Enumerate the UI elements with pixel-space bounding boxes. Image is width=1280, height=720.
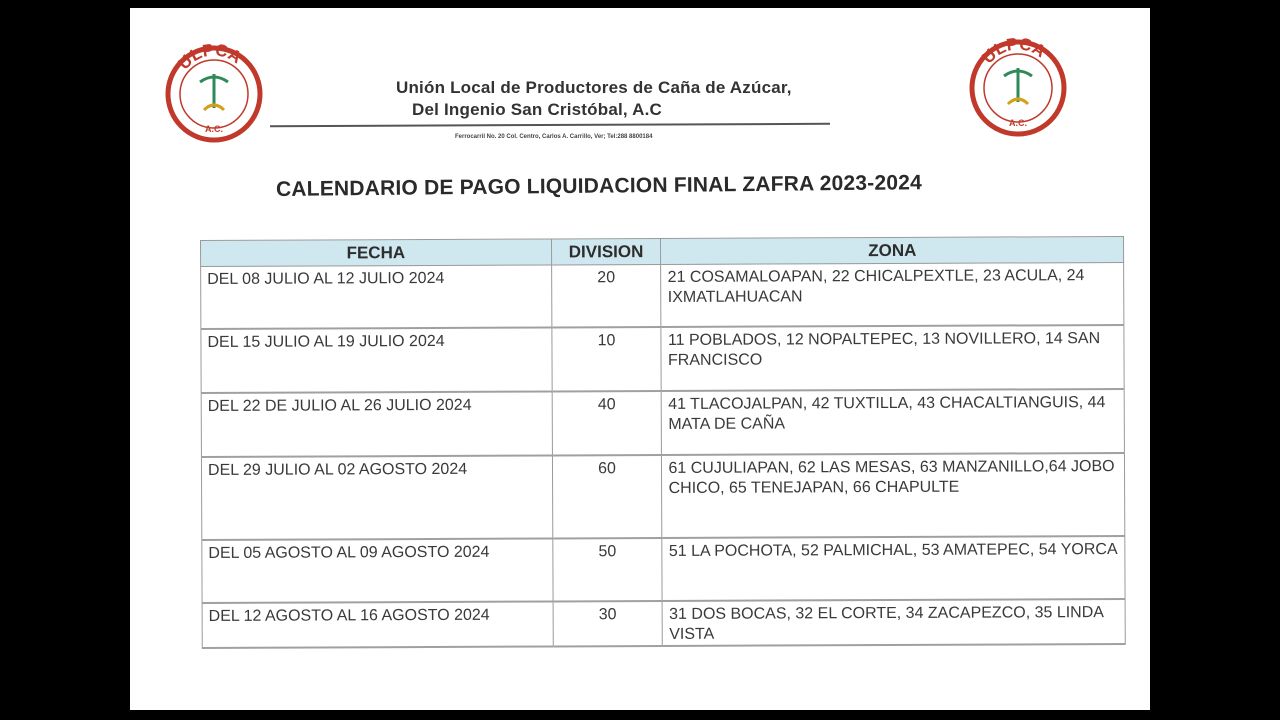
zona-cell: 41 TLACOJALPAN, 42 TUXTILLA, 43 CHACALTIANGUIS, 44 MATA DE CAÑA bbox=[662, 389, 1125, 455]
table-row bbox=[201, 453, 1124, 540]
header-divider bbox=[270, 123, 830, 127]
svg-text:ULPCA: ULPCA bbox=[174, 44, 246, 74]
fecha-cell: DEL 08 JULIO AL 12 JULIO 2024 bbox=[201, 265, 552, 329]
fecha-cell: DEL 22 DE JULIO AL 26 JULIO 2024 bbox=[201, 391, 552, 457]
division-cell: 20 bbox=[551, 264, 661, 327]
ulpca-logo-left bbox=[160, 44, 268, 144]
header-zona: ZONA bbox=[661, 236, 1124, 264]
payment-schedule-table bbox=[200, 236, 1126, 649]
zona-cell: 21 COSAMALOAPAN, 22 CHICALPEXTLE, 23 ACULA, 24 IXMATLAHUACAN bbox=[661, 262, 1124, 327]
fecha-cell: DEL 05 AGOSTO AL 09 AGOSTO 2024 bbox=[202, 538, 553, 603]
table-row bbox=[201, 389, 1124, 457]
document-title: CALENDARIO DE PAGO LIQUIDACION FINAL ZAFRA 2023-2024 bbox=[275, 171, 923, 201]
org-name-line1: Unión Local de Productores de Caña de Azúcar, bbox=[396, 78, 792, 97]
svg-text:A.C.: A.C. bbox=[205, 124, 223, 134]
table-row bbox=[202, 599, 1125, 648]
table-header-row bbox=[201, 236, 1124, 266]
fecha-cell: DEL 15 JULIO AL 19 JULIO 2024 bbox=[201, 327, 552, 393]
header-fecha: FECHA bbox=[201, 239, 552, 267]
zona-cell: 51 LA POCHOTA, 52 PALMICHAL, 53 AMATEPEC, 54 YORCA bbox=[662, 536, 1125, 601]
table-row bbox=[201, 325, 1124, 393]
division-cell: 40 bbox=[552, 391, 662, 455]
ulpca-logo-right bbox=[964, 38, 1072, 138]
division-cell: 30 bbox=[553, 601, 663, 646]
fecha-cell: DEL 12 AGOSTO AL 16 AGOSTO 2024 bbox=[202, 601, 553, 648]
table-row bbox=[202, 536, 1125, 603]
org-address: Ferrocarril No. 20 Col. Centro, Carlos A. Carrillo, Ver; Tel:288 8800184 bbox=[455, 134, 653, 140]
header-division: DIVISION bbox=[551, 238, 661, 264]
svg-text:ULPCA: ULPCA bbox=[978, 38, 1050, 68]
zona-cell: 31 DOS BOCAS, 32 EL CORTE, 34 ZACAPEZCO, 35 LINDA VISTA bbox=[663, 599, 1126, 646]
svg-text:A.C.: A.C. bbox=[1009, 118, 1027, 128]
table-row bbox=[201, 262, 1124, 329]
org-name-line2: Del Ingenio San Cristóbal, A.C bbox=[412, 100, 663, 119]
division-cell: 60 bbox=[552, 455, 662, 538]
division-cell: 50 bbox=[552, 538, 662, 601]
document-page bbox=[130, 8, 1150, 710]
fecha-cell: DEL 29 JULIO AL 02 AGOSTO 2024 bbox=[201, 455, 552, 540]
zona-cell: 61 CUJULIAPAN, 62 LAS MESAS, 63 MANZANILLO,64 JOBO CHICO, 65 TENEJAPAN, 66 CHAPULTE bbox=[662, 453, 1125, 538]
zona-cell: 11 POBLADOS, 12 NOPALTEPEC, 13 NOVILLERO, 14 SAN FRANCISCO bbox=[661, 325, 1124, 391]
division-cell: 10 bbox=[551, 327, 661, 391]
